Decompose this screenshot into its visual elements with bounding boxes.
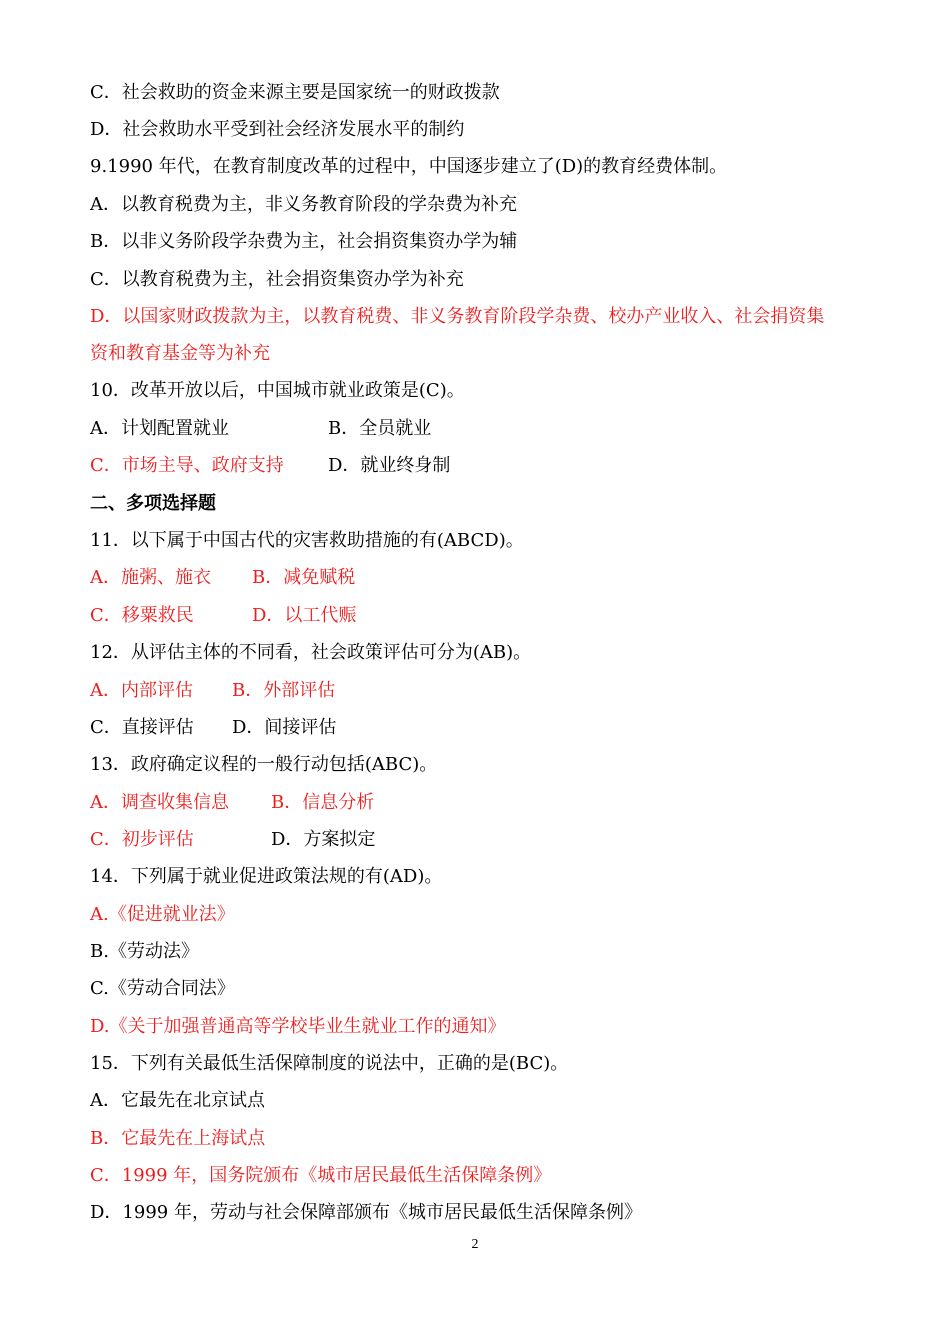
q11-row-cd [90,604,880,628]
q11-option-b-answer: B．减免赋税 [252,567,356,588]
q9-option-d-answer: D．以国家财政拨款为主，以教育税费、非义务教育阶段学杂费、校办产业收入、社会捐资集 [90,306,825,327]
q10-option-a: A．计划配置就业 [90,418,229,439]
section-title: 二、多项选择题 [90,493,216,514]
q12-option-d: D．间接评估 [232,717,337,738]
q15-stem: 15．下列有关最低生活保障制度的说法中，正确的是(BC)。 [90,1053,569,1074]
q11-option-a-answer: A．施粥、施衣 [90,567,211,588]
q9-stem: 9.1990 年代，在教育制度改革的过程中，中国逐步建立了(D)的教育经费体制。 [90,156,728,177]
q10-option-c-answer: C．市场主导、政府支持 [90,455,284,476]
q13-option-b-answer: B．信息分析 [271,792,375,813]
q13-option-d: D．方案拟定 [271,829,376,850]
q13-row-ab [90,791,880,815]
q15-option-d: D．1999 年，劳动与社会保障部颁布《城市居民最低生活保障条例》 [90,1202,642,1223]
q11-option-c-answer: C．移粟救民 [90,605,194,626]
q12-stem: 12．从评估主体的不同看，社会政策评估可分为(AB)。 [90,642,532,663]
q14-option-b: B.《劳动法》 [90,941,199,962]
q9-option-d-answer-continued: 资和教育基金等为补充 [90,343,270,364]
q9-option-c: C．以教育税费为主，社会捐资集资办学为补充 [90,269,464,290]
q9-option-b: B．以非义务阶段学杂费为主，社会捐资集资办学为辅 [90,231,518,252]
q13-option-c-answer: C．初步评估 [90,829,194,850]
q12-row-cd [90,716,880,740]
q10-row-cd [90,454,880,478]
q15-option-a: A．它最先在北京试点 [90,1090,265,1111]
q12-option-a-answer: A．内部评估 [90,680,193,701]
q11-stem: 11．以下属于中国古代的灾害救助措施的有(ABCD)。 [90,530,524,551]
page-number: 2 [471,1237,479,1252]
q9-option-a: A．以教育税费为主，非义务教育阶段的学杂费为补充 [90,194,517,215]
q10-option-d: D．就业终身制 [328,455,451,476]
q13-option-a-answer: A．调查收集信息 [90,792,229,813]
q14-option-a-answer: A.《促进就业法》 [90,904,235,925]
q12-option-c: C．直接评估 [90,717,194,738]
q10-option-b: B．全员就业 [328,418,432,439]
q10-stem: 10．改革开放以后，中国城市就业政策是(C)。 [90,380,465,401]
q12-row-ab [90,679,880,703]
q14-stem: 14．下列属于就业促进政策法规的有(AD)。 [90,866,443,887]
q12-option-b-answer: B．外部评估 [232,680,336,701]
q10-row-ab [90,417,880,441]
q11-row-ab [90,566,880,590]
q8-option-d: D．社会救助水平受到社会经济发展水平的制约 [90,119,465,140]
q14-option-d-answer: D.《关于加强普通高等学校毕业生就业工作的通知》 [90,1016,506,1037]
q13-stem: 13．政府确定议程的一般行动包括(ABC)。 [90,754,438,775]
q13-row-cd [90,828,880,852]
q11-option-d-answer: D．以工代赈 [252,605,357,626]
q14-option-c: C.《劳动合同法》 [90,978,235,999]
q15-option-b-answer: B．它最先在上海试点 [90,1128,266,1149]
q8-option-c: C．社会救助的资金来源主要是国家统一的财政拨款 [90,82,500,103]
q15-option-c-answer: C．1999 年，国务院颁布《城市居民最低生活保障条例》 [90,1165,552,1186]
